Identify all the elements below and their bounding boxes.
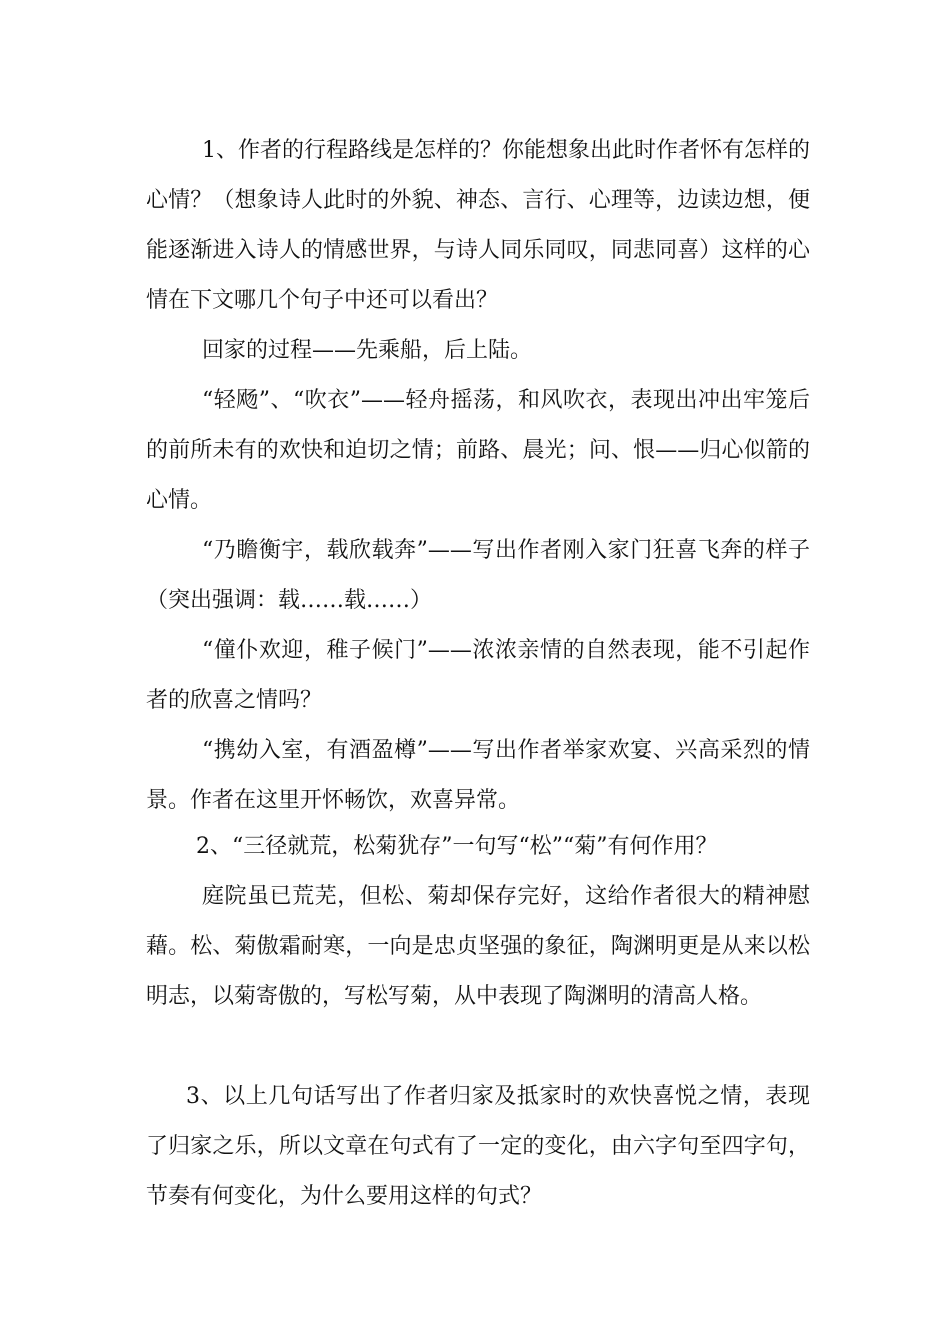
answer-tongpu-paragraph: “僮仆欢迎，稚子候门”——浓浓亲情的自然表现，能不引起作者的欣喜之情吗？ (146, 638, 810, 713)
question-2-paragraph: 2、“三径就荒，松菊犹存”一句写“松”“菊”有何作用？ (196, 834, 718, 859)
question-1-paragraph: 1、作者的行程路线是怎样的？你能想象出此时作者怀有怎样的心情？（想象诗人此时的外貌、神态、言行、心理等，边读边想，便能逐渐进入诗人的情感世界，与诗人同乐同叹，同悲同喜）这样的心情在下文哪几个句子中还可以看出？ (146, 138, 810, 313)
answer-qingyang-paragraph: “轻飏”、“吹衣”——轻舟摇荡，和风吹衣，表现出冲出牢笼后的前所未有的欢快和迫切之情；前路、晨光；问、恨——归心似箭的心情。 (146, 388, 810, 513)
answer-xieyou-paragraph: “携幼入室，有酒盈樽”——写出作者举家欢宴、兴高采烈的情景。作者在这里开怀畅饮，欢喜异常。 (146, 738, 810, 813)
answer-songju-paragraph: 庭院虽已荒芜，但松、菊却保存完好，这给作者很大的精神慰藉。松、菊傲霜耐寒，一向是忠贞坚强的象征，陶渊明更是从来以松明志，以菊寄傲的，写松写菊，从中表现了陶渊明的清高人格。 (146, 884, 810, 1009)
question-3-paragraph: 3、以上几句话写出了作者归家及抵家时的欢快喜悦之情，表现了归家之乐，所以文章在句式有了一定的变化，由六字句至四字句，节奏有何变化，为什么要用这样的句式？ (146, 1084, 810, 1209)
answer-zhanhengyu-paragraph: “乃瞻衡宇，载欣载奔”——写出作者刚入家门狂喜飞奔的样子（突出强调：载……载……） (146, 538, 810, 613)
answer-journey-paragraph: 回家的过程——先乘船，后上陆。 (202, 338, 533, 363)
